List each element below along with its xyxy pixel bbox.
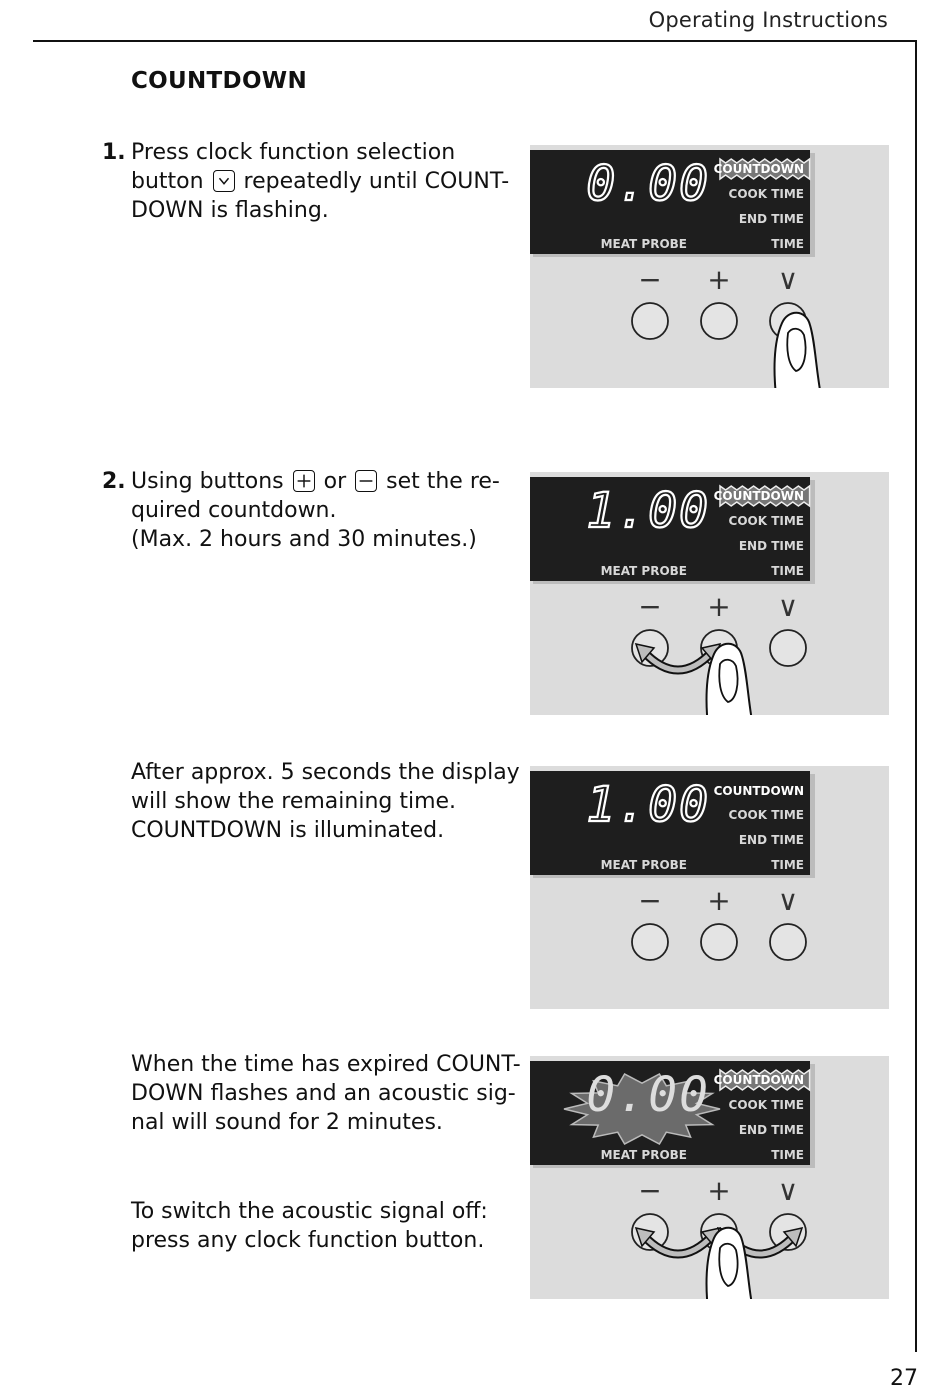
countdown-label: COUNTDOWN: [713, 784, 804, 798]
section-title: COUNTDOWN: [131, 68, 308, 94]
minus-symbol: −: [638, 590, 662, 623]
minus-button: [632, 303, 668, 339]
end-time-label: END TIME: [738, 212, 804, 226]
down-select-icon: [213, 170, 235, 192]
oven-panel-expired: [530, 1056, 889, 1299]
minus-symbol: −: [638, 263, 662, 296]
step-number: 2.: [102, 469, 126, 494]
end-time-label: END TIME: [738, 833, 804, 847]
time-digits: 1.00: [586, 483, 710, 539]
time-label: TIME: [771, 564, 804, 578]
countdown-label: COUNTDOWN: [713, 489, 804, 503]
header-title: Operating Instructions: [648, 8, 888, 32]
paragraph-line: After approx. 5 seconds the display: [131, 760, 520, 785]
end-time-label: END TIME: [738, 1123, 804, 1137]
select-button: [770, 630, 806, 666]
page-number: 27: [890, 1366, 918, 1391]
cook-time-label: COOK TIME: [728, 514, 804, 528]
countdown-label: COUNTDOWN: [713, 162, 804, 176]
plus-symbol: +: [707, 590, 731, 623]
cook-time-label: COOK TIME: [728, 187, 804, 201]
plus-button: [701, 303, 737, 339]
step-1: [102, 138, 521, 225]
paragraph-line: DOWN flashes and an acoustic sig-: [131, 1081, 516, 1106]
minus-symbol: −: [638, 884, 662, 917]
header-rule: [33, 40, 917, 42]
meat-probe-label: MEAT PROBE: [600, 1148, 687, 1162]
select-button: [770, 924, 806, 960]
plus-symbol: +: [707, 884, 731, 917]
plus-symbol: +: [707, 1174, 731, 1207]
time-label: TIME: [771, 858, 804, 872]
time-digits: 0.00: [586, 156, 710, 212]
paragraph-after: [131, 758, 521, 845]
plus-button-icon: [293, 470, 315, 492]
step-line: Using buttons or set the re-: [131, 469, 500, 494]
oven-panel-step-2: [530, 472, 889, 715]
paragraph-line: COUNTDOWN is illuminated.: [131, 818, 445, 843]
select-symbol: ∨: [777, 263, 799, 296]
step-line: quired countdown.: [131, 498, 337, 523]
end-time-label: END TIME: [738, 539, 804, 553]
meat-probe-label: MEAT PROBE: [600, 858, 687, 872]
plus-symbol: +: [707, 263, 731, 296]
time-digits: 0.00: [586, 1067, 710, 1123]
right-margin-rule: [915, 40, 917, 1352]
cook-time-label: COOK TIME: [728, 808, 804, 822]
meat-probe-label: MEAT PROBE: [600, 564, 687, 578]
countdown-label: COUNTDOWN: [713, 1073, 804, 1087]
oven-panel-remaining: [530, 766, 889, 1009]
select-symbol: ∨: [777, 1174, 799, 1207]
time-digits: 1.00: [586, 777, 710, 833]
oven-panel-step-1: [530, 145, 889, 388]
minus-symbol: −: [638, 1174, 662, 1207]
time-label: TIME: [771, 237, 804, 251]
plus-button: [701, 924, 737, 960]
select-symbol: ∨: [777, 884, 799, 917]
paragraph-line: To switch the acoustic signal off:: [131, 1199, 488, 1224]
paragraph-line: nal will sound for 2 minutes.: [131, 1110, 443, 1135]
step-2: [102, 467, 521, 554]
time-label: TIME: [771, 1148, 804, 1162]
step-line: DOWN is flashing.: [131, 198, 329, 223]
step-line: (Max. 2 hours and 30 minutes.): [131, 527, 477, 552]
paragraph-switch-off: [131, 1197, 521, 1255]
minus-button: [632, 924, 668, 960]
select-symbol: ∨: [777, 590, 799, 623]
paragraph-expired: [131, 1050, 521, 1137]
paragraph-line: press any clock function button.: [131, 1228, 485, 1253]
paragraph-line: When the time has expired COUNT-: [131, 1052, 521, 1077]
minus-button-icon: [355, 470, 377, 492]
step-line: Press clock function selection: [131, 140, 456, 165]
paragraph-line: will show the remaining time.: [131, 789, 457, 814]
meat-probe-label: MEAT PROBE: [600, 237, 687, 251]
step-number: 1.: [102, 140, 126, 165]
step-line: button repeatedly until COUNT-: [131, 169, 510, 194]
cook-time-label: COOK TIME: [728, 1098, 804, 1112]
